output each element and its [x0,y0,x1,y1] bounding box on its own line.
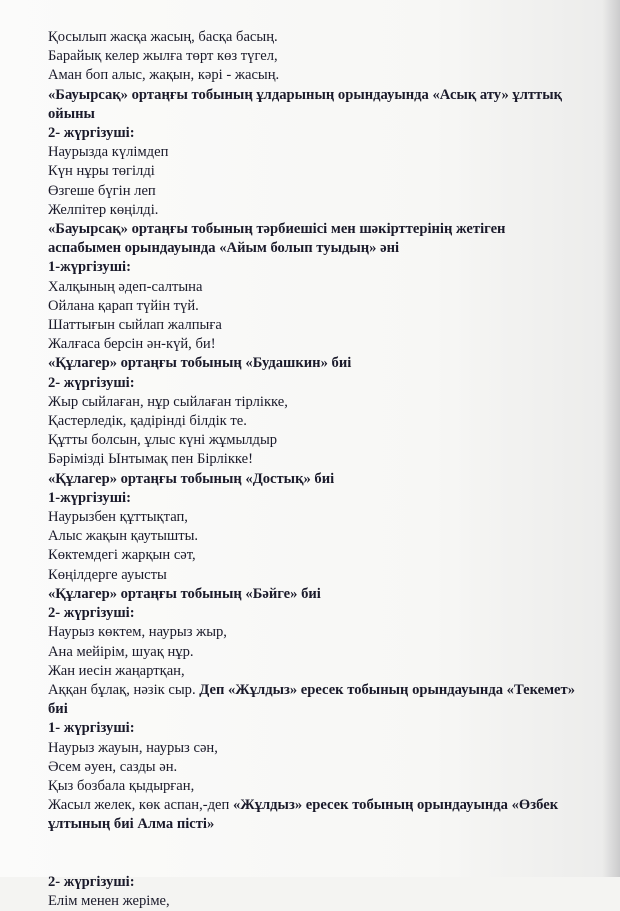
bold-line: «Бауырсақ» ортаңғы тобының тәрбиешісі мен шәкірттерінің жетіген аспабымен орындауында «Айым болып туыдың» әні [48,221,506,257]
text-line: Бәрімізді Ынтымақ пен Бірлікке! [48,451,253,468]
mixed-line-2 [48,796,580,834]
text-line: Жалғаса берсін ән-күй, би! [48,336,216,353]
document-body [48,28,580,911]
text-line: Наурызбен құттықтап, [48,509,188,526]
bold-line: 2- жүргізуші: [48,125,135,142]
mixed-line-1-bold: Деп «Жұлдыз» ересек тобының орындауында «Текемет» биі [48,681,576,718]
text-line: Қосылып жасқа жасың, басқа басың. [48,29,278,45]
bold-line: «Бауырсақ» ортаңғы тобының ұлдарының орындауында «Асық ату» ұлттық ойыны [48,86,563,122]
text-line: Шаттығын сыйлап жалпыға [48,317,222,334]
text-line: Наурыз жауын, наурыз сән, [48,739,218,756]
text-line: Барайық келер жылға төрт көз түгел, [48,48,278,65]
text-block-2 [48,719,580,796]
text-line: Ана мейірім, шуақ нұр. [48,643,194,660]
text-line: Әсем әуен, сазды ән. [48,758,178,775]
text-line: Қыз бозбала қыдырған, [48,777,195,794]
text-line: Өзгеше бүгін леп [48,182,156,199]
text-line: Желпітер көңілді. [48,201,159,218]
text-line: Жан иесін жаңартқан, [48,662,185,679]
mixed-line-2-plain: Жасыл желек, көк аспан,-деп [48,797,233,814]
bold-line: «Құлагер» ортаңғы тобының «Достық» биі [48,470,335,487]
text-line: Аман боп алыс, жақын, кәрі - жасың. [48,67,280,84]
text-line: Көктемдегі жарқын сәт, [48,547,196,564]
text-line: Қастерледік, қадірінді білдік те. [48,413,247,430]
text-line: Күн нұры төгілді [48,163,155,180]
text-line: Елім менен жеріме, [48,892,170,909]
text-line: Көңілдерге ауысты [48,566,167,583]
page-edge-shadow [602,0,620,877]
text-line: Алыс жақын қаутышты. [48,528,199,545]
mixed-line-1 [48,681,580,719]
text-line: Наурызда күлімдеп [48,144,169,161]
mixed-line-2-bold: «Жұлдыз» ересек тобының орындауында «Өзбек ұлтының биі Алма пісті» [48,797,559,833]
text-line: Ойлана қарап түйін түй. [48,297,199,314]
text-line: Халқының әдеп-салтына [48,278,203,295]
text-line: Құтты болсын, ұлыс күні жұмылдыр [48,432,278,449]
text-line: Наурыз көктем, наурыз жыр, [48,624,227,641]
bold-line: «Құлагер» ортаңғы тобының «Будашкин» биі [48,355,352,372]
mixed-line-1-plain: Аққан бұлақ, нәзік сыр. [48,681,200,698]
text-line: Жыр сыйлаған, нұр сыйлаған тірлікке, [48,393,288,410]
text-block-3 [48,873,580,911]
bold-line: 1-жүргізуші: [48,259,131,276]
bold-line: 2- жүргізуші: [48,374,135,391]
blank-space [48,835,580,873]
bold-line: 2- жүргізуші: [48,605,135,622]
bold-line: 1- жүргізуші: [48,720,135,737]
bold-line: 2- жүргізуші: [48,873,135,890]
bold-line: «Құлагер» ортаңғы тобының «Бәйге» биі [48,585,321,602]
bold-line: 1-жүргізуші: [48,489,131,506]
text-block-1 [48,28,580,681]
